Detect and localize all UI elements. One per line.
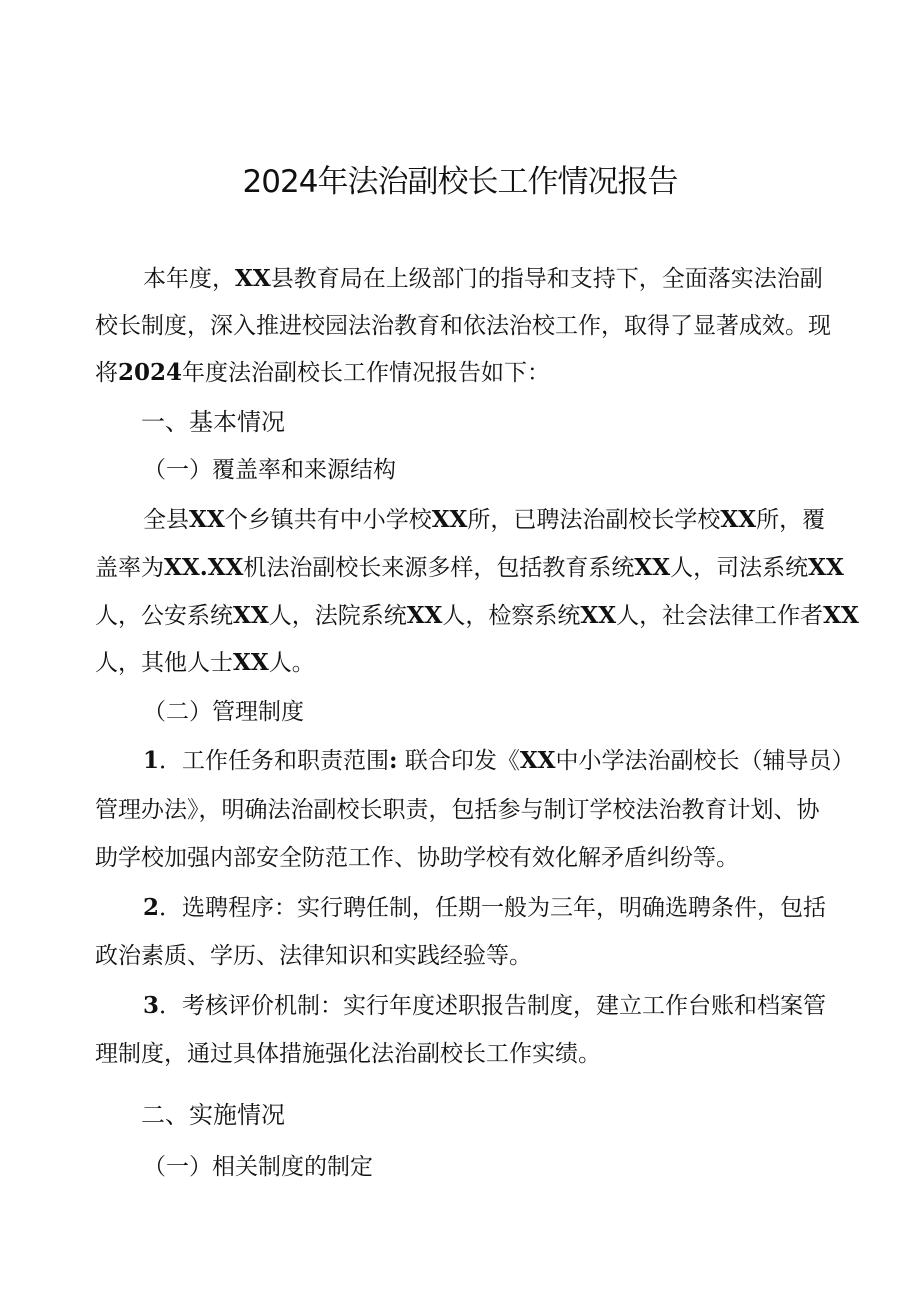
item2-line-1: 2．选聘程序：实行聘任制，任期一般为三年，明确选聘条件，包括: [143, 894, 827, 921]
section1-subheading-2: （二）管理制度: [143, 699, 304, 725]
document-title: 2024年法治副校长工作情况报告: [242, 164, 678, 200]
item3-line-2: 理制度，通过具体措施强化法治副校长工作实绩。: [95, 1041, 601, 1067]
item1-line-1: 1．工作任务和职责范围: 联合印发《XX中小学法治副校长（辅导员）: [143, 747, 855, 774]
intro-line-1: 本年度，XX县教育局在上级部门的指导和支持下，全面落实法治副: [143, 265, 823, 292]
intro-line-3: 将2024年度法治副校长工作情况报告如下：: [95, 359, 551, 386]
section1-subheading-1: （一）覆盖率和来源结构: [143, 457, 396, 483]
section2-heading: 二、实施情况: [141, 1101, 285, 1129]
section1-heading: 一、基本情况: [141, 408, 285, 436]
item1-line-3: 助学校加强内部安全防范工作、协助学校有效化解矛盾纠纷等。: [95, 845, 739, 871]
section2-subheading-1: （一）相关制度的制定: [143, 1154, 373, 1180]
item1-line-2: 管理办法》，明确法治副校长职责，包括参与制订学校法治教育计划、协: [95, 797, 820, 823]
item2-line-2: 政治素质、学历、法律知识和实践经验等。: [95, 943, 532, 969]
coverage-line-3: 人，公安系统XX人，法院系统XX人，检察系统XX人，社会法律工作者XX: [95, 602, 859, 629]
coverage-line-2: 盖率为XX.XX机法治副校长来源多样，包括教育系统XX人，司法系统XX: [95, 554, 844, 581]
intro-line-2: 校长制度，深入推进校园法治教育和依法治校工作，取得了显著成效。现: [95, 313, 831, 339]
coverage-line-1: 全县XX个乡镇共有中小学校XX所，已聘法治副校长学校XX所，覆: [143, 506, 826, 533]
coverage-line-4: 人，其他人士XX人。: [95, 649, 315, 676]
item3-line-1: 3．考核评价机制：实行年度述职报告制度，建立工作台账和档案管: [143, 992, 827, 1019]
